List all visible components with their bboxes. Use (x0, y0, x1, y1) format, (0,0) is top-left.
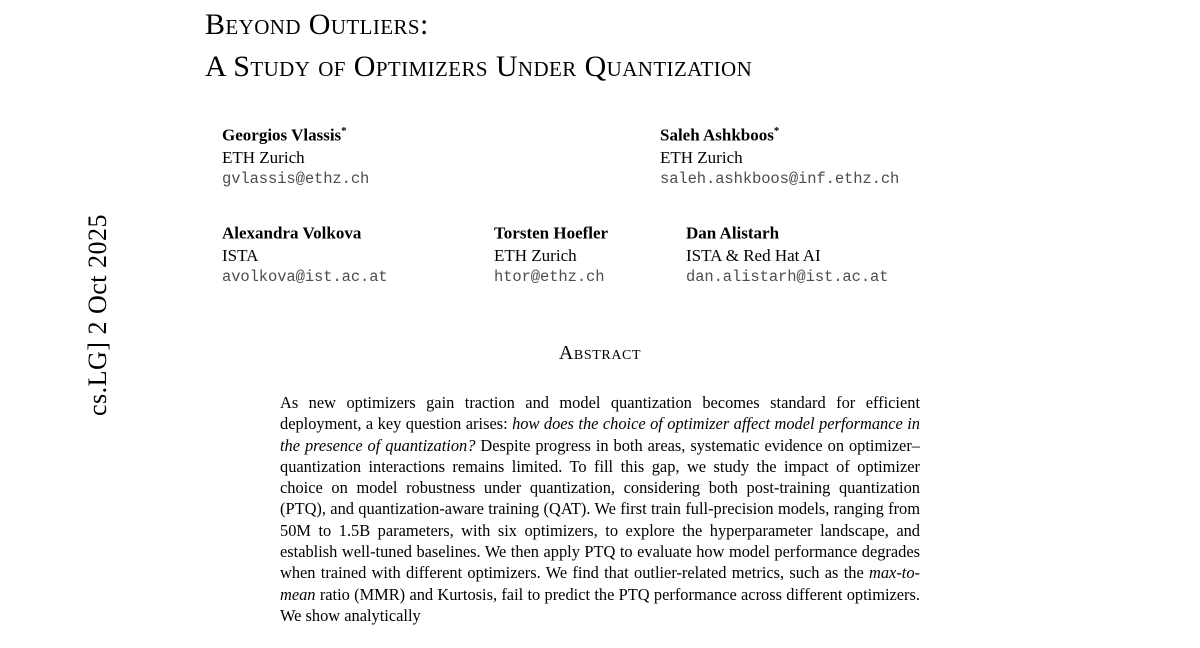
abstract-text-run-2: Despite progress in both areas, systematic evidence on optimizer–quantization interactions remains limited. To fill this gap, we study the impact of optimizer choice on model robustness under quantization, considering both post-training quantization (PTQ), and quantization-aware training (QAT). We first train full-precision models, ranging from 50M to 1.5B parameters, with six optimizers, to explore the hyperparameter landscape, and establish well-tuned baselines. We then apply PTQ to evaluate how model performance degrades when trained with different optimizers. We find that outlier-related metrics, such as the (280, 435, 920, 583)
abstract-text-run-0: As new optimizers gain traction and model quantization becomes standard for efficient deployment, a key question arises: (280, 393, 920, 434)
author-saleh-ashkboos (660, 120, 899, 190)
page-title (205, 4, 1005, 88)
author-georgios-vlassis (222, 120, 369, 190)
author-affiliation: ISTA & Red Hat AI (686, 245, 821, 265)
abstract-text-run-3: max-to-mean (280, 563, 920, 604)
author-name-text: Dan Alistarh (686, 223, 780, 243)
author-torsten-hoefler (494, 218, 608, 288)
author-name (686, 218, 888, 245)
title-line-1: Beyond Outliers: (205, 8, 429, 41)
author-name-text: Alexandra Volkova (222, 223, 362, 243)
author-name (222, 218, 388, 245)
author-name (494, 218, 608, 245)
author-name-text: Torsten Hoefler (494, 223, 609, 243)
author-alexandra-volkova (222, 218, 388, 288)
author-affiliation: ETH Zurich (222, 147, 305, 167)
author-email[interactable]: htor@ethz.ch (494, 267, 605, 286)
author-footnote-marker: * (341, 125, 347, 137)
abstract-paragraph (280, 392, 920, 626)
author-name (222, 120, 369, 147)
author-row-2 (222, 218, 1022, 294)
author-dan-alistarh (686, 218, 888, 288)
abstract-text-run-1: how does the choice of optimizer affect model performance in the presence of quantization? (280, 414, 920, 455)
author-email[interactable]: gvlassis@ethz.ch (222, 169, 370, 188)
author-email[interactable]: dan.alistarh@ist.ac.at (686, 267, 889, 286)
author-footnote-marker: * (773, 125, 780, 137)
author-name (660, 120, 899, 147)
author-affiliation: ETH Zurich (660, 147, 743, 167)
author-affiliation: ISTA (222, 245, 259, 265)
author-email[interactable]: avolkova@ist.ac.at (222, 267, 388, 286)
arxiv-stamp: cs.LG] 2 Oct 2025 (83, 214, 112, 417)
author-name-text: Georgios Vlassis (222, 125, 342, 145)
author-affiliation: ETH Zurich (494, 245, 577, 265)
abstract-text-run-4: ratio (MMR) and Kurtosis, fail to predict the PTQ performance across different optimizers. We show analytically (280, 584, 920, 625)
title-line-2: A Study of Optimizers Under Quantization (205, 50, 753, 83)
author-name-text: Saleh Ashkboos (660, 125, 774, 145)
author-row-1 (222, 120, 1022, 196)
abstract-heading: Abstract (558, 342, 642, 364)
author-block (222, 120, 1022, 286)
author-email[interactable]: saleh.ashkboos@inf.ethz.ch (660, 169, 900, 188)
